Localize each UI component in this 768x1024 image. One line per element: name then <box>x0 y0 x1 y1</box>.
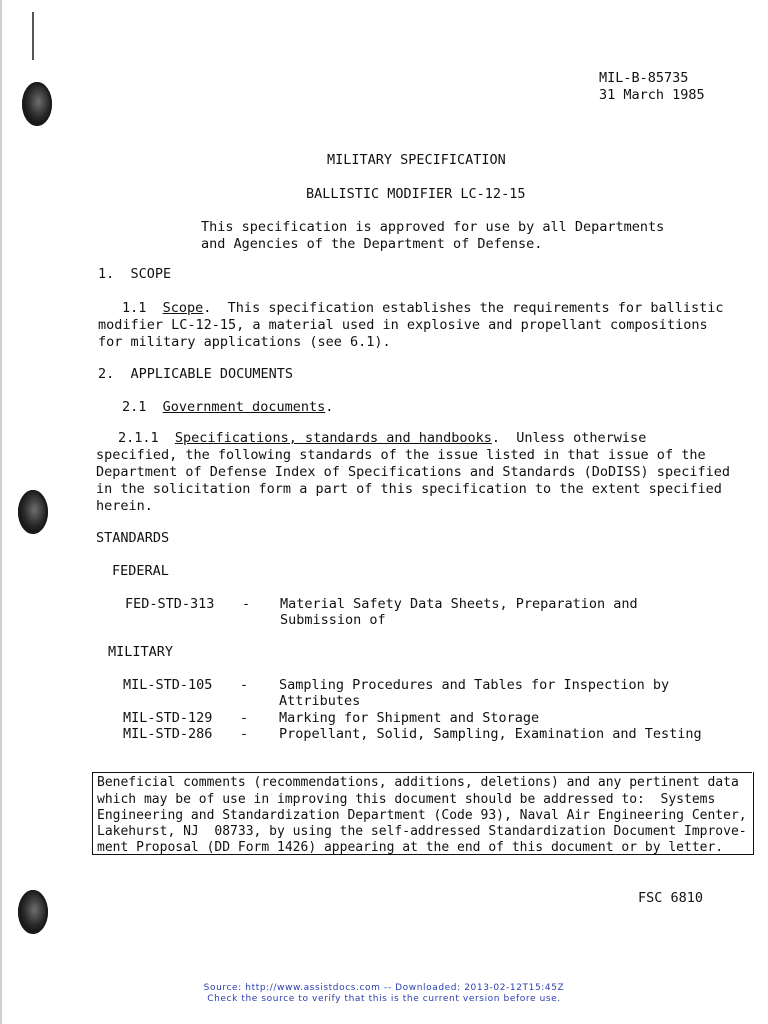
section-2-1-1-line-3: Department of Defense Index of Specifications and Standards (DoDISS) specified <box>96 464 730 480</box>
section-2-1-1-line-2: specified, the following standards of the issue listed in that issue of the <box>96 447 706 463</box>
section-2-1 <box>122 399 333 416</box>
standard-title-cont: Submission of <box>280 612 386 628</box>
para-end: . <box>325 399 334 415</box>
para-title: Government documents <box>162 399 326 415</box>
comments-line-4: Lakehurst, NJ 08733, by using the self-addressed Standardization Document Improve- <box>97 824 747 839</box>
military-label: MILITARY <box>108 644 174 660</box>
standard-title: Material Safety Data Sheets, Preparation and <box>280 596 638 612</box>
standard-id: FED-STD-313 <box>125 596 215 612</box>
comments-line-5: ment Proposal (DD Form 1426) appearing at the end of this document or by letter. <box>97 840 724 855</box>
approval-line-2: and Agencies of the Department of Defense. <box>201 236 543 252</box>
section-1-1-line-1 <box>122 300 723 317</box>
para-text: . Unless otherwise <box>491 430 647 446</box>
section-1-1-line-3: for military applications (see 6.1). <box>98 334 391 350</box>
para-number: 1.1 <box>122 300 147 316</box>
scan-edge <box>0 0 2 1024</box>
section-1-1-line-2: modifier LC-12-15, a material used in explosive and propellant compositions <box>98 317 708 333</box>
document-number: MIL-B-85735 <box>599 70 689 86</box>
comments-line-3: Engineering and Standardization Department (Code 93), Naval Air Engineering Center, <box>97 808 747 823</box>
punch-hole-top <box>22 82 52 126</box>
fsc-code: FSC 6810 <box>638 890 704 906</box>
section-2-1-1-line-5: herein. <box>96 498 153 514</box>
standard-dash: - <box>240 710 249 726</box>
standard-title: Sampling Procedures and Tables for Inspection by <box>279 677 670 693</box>
standard-dash: - <box>242 596 251 612</box>
section-2-1-1-line-1 <box>118 430 646 447</box>
para-number: 2.1 <box>122 399 147 415</box>
standard-dash: - <box>240 677 249 693</box>
standard-dash: - <box>240 726 249 742</box>
standard-id: MIL-STD-129 <box>123 710 213 726</box>
para-title: Scope <box>162 300 204 316</box>
spec-title: BALLISTIC MODIFIER LC-12-15 <box>306 186 526 202</box>
punch-hole-bottom <box>18 890 48 934</box>
approval-line-1: This specification is approved for use by all Departments <box>201 219 665 235</box>
source-footer-line-1: Source: http://www.assistdocs.com -- Downloaded: 2013-02-12T15:45Z <box>203 983 565 993</box>
scan-mark <box>32 12 34 60</box>
para-title: Specifications, standards and handbooks <box>174 430 492 446</box>
source-footer-line-2: Check the source to verify that this is the current version before use. <box>207 994 561 1004</box>
federal-label: FEDERAL <box>112 563 169 579</box>
standard-id: MIL-STD-105 <box>123 677 213 693</box>
section-2-heading: 2. APPLICABLE DOCUMENTS <box>98 366 294 382</box>
section-2-1-1-line-4: in the solicitation form a part of this specification to the extent specified <box>96 481 722 497</box>
spec-type-title: MILITARY SPECIFICATION <box>327 152 506 168</box>
section-1-heading: 1. SCOPE <box>98 266 172 282</box>
standard-id: MIL-STD-286 <box>123 726 213 742</box>
comments-line-1: Beneficial comments (recommendations, additions, deletions) and any pertinent data <box>97 775 739 790</box>
comments-line-2: which may be of use in improving this document should be addressed to: Systems <box>97 792 716 807</box>
standard-title: Marking for Shipment and Storage <box>279 710 540 726</box>
standards-heading: STANDARDS <box>96 530 170 546</box>
punch-hole-middle <box>18 490 48 534</box>
para-text: . This specification establishes the requirements for ballistic <box>203 300 724 316</box>
standard-title: Propellant, Solid, Sampling, Examination and Testing <box>279 726 702 742</box>
standard-title-cont: Attributes <box>279 693 361 709</box>
document-date: 31 March 1985 <box>599 87 705 103</box>
para-number: 2.1.1 <box>118 430 159 446</box>
